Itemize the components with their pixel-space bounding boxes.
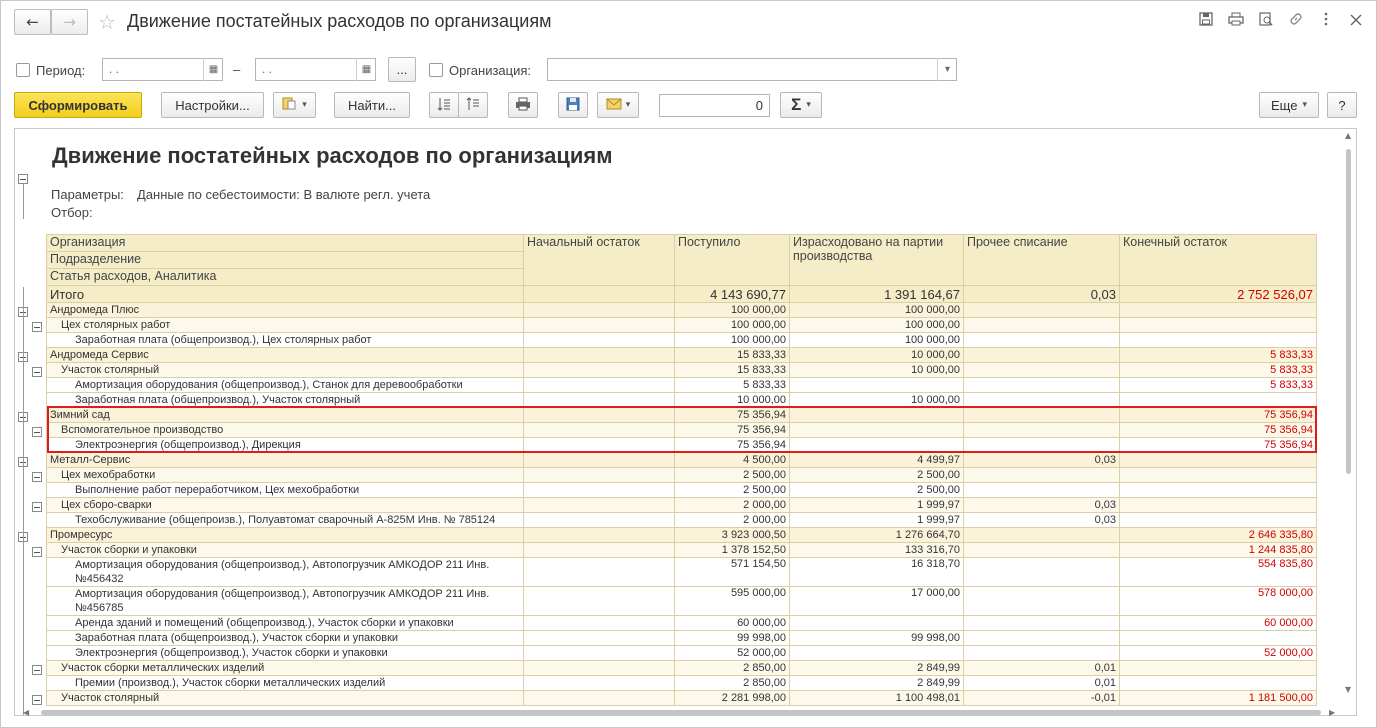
cell-other	[964, 543, 1120, 558]
cell-end: 5 833,33	[1120, 378, 1317, 393]
cell-start	[524, 631, 675, 646]
table-row	[47, 303, 1317, 318]
table-row	[47, 333, 1317, 348]
cell-start	[524, 543, 675, 558]
collapse-groups-button[interactable]	[458, 92, 488, 118]
organization-label: Организация:	[449, 63, 532, 78]
cell-used: 4 499,97	[790, 453, 964, 468]
cell-in: 15 833,33	[675, 363, 790, 378]
collapse-dept-icon[interactable]	[32, 695, 42, 705]
preview-icon[interactable]	[1255, 12, 1277, 30]
header-used: Израсходовано на партии производства	[790, 235, 964, 286]
report-variants-icon	[282, 96, 298, 114]
table-row	[47, 483, 1317, 498]
chevron-down-icon: ▾	[302, 100, 307, 110]
cell-other	[964, 646, 1120, 661]
header-end-balance: Конечный остаток	[1120, 235, 1317, 286]
period-label: Период:	[36, 63, 86, 78]
cell-used: 100 000,00	[790, 318, 964, 333]
cell-in: 2 000,00	[675, 498, 790, 513]
total-row	[47, 286, 1317, 303]
arrow-right-icon: →	[63, 13, 76, 31]
cell-other: 0,01	[964, 661, 1120, 676]
vertical-scroll-thumb[interactable]	[1346, 149, 1351, 474]
generate-label: Сформировать	[28, 97, 128, 113]
row-label: Участок сборки металлических изделий	[47, 661, 524, 676]
row-label: Амортизация оборудования (общепроизвод.), Автопогрузчик АМКОДОР 211 Инв. №456432	[47, 558, 524, 587]
row-label: Заработная плата (общепроизвод.), Участок столярный	[47, 393, 524, 408]
collapse-header-icon[interactable]	[18, 174, 28, 184]
cell-other	[964, 348, 1120, 363]
cell-in: 60 000,00	[675, 616, 790, 631]
cell-end	[1120, 333, 1317, 348]
help-label: ?	[1338, 97, 1346, 113]
collapse-dept-icon[interactable]	[32, 665, 42, 675]
cell-other	[964, 333, 1120, 348]
row-label: Амортизация оборудования (общепроизвод.), Автопогрузчик АМКОДОР 211 Инв. №456785	[47, 587, 524, 616]
scroll-up-icon[interactable]: ▲	[1345, 131, 1352, 140]
row-label: Промресурс	[47, 528, 524, 543]
print-icon[interactable]	[1225, 12, 1247, 30]
collapse-dept-icon[interactable]	[32, 367, 42, 377]
total-start	[524, 286, 675, 303]
more-button[interactable]	[1259, 92, 1319, 118]
sum-value: 0	[755, 98, 763, 113]
row-label: Цех столярных работ	[47, 318, 524, 333]
total-label: Итого	[47, 286, 524, 303]
cell-in: 4 500,00	[675, 453, 790, 468]
table-row	[47, 453, 1317, 468]
cell-other	[964, 616, 1120, 631]
calendar-icon[interactable]: ▦	[356, 58, 376, 81]
highlight-box	[47, 406, 1317, 453]
envelope-icon	[606, 98, 622, 113]
cell-used: 1 100 498,01	[790, 691, 964, 706]
table-row	[47, 348, 1317, 363]
sum-button[interactable]	[780, 92, 822, 118]
table-row	[47, 378, 1317, 393]
cell-end: 5 833,33	[1120, 363, 1317, 378]
cell-start	[524, 661, 675, 676]
cell-used: 100 000,00	[790, 333, 964, 348]
cell-other: -0,01	[964, 691, 1120, 706]
print-button[interactable]	[508, 92, 538, 118]
row-label: Электроэнергия (общепроизвод.), Участок сборки и упаковки	[47, 646, 524, 661]
cell-start	[524, 558, 675, 587]
row-label: Участок сборки и упаковки	[47, 543, 524, 558]
cell-start	[524, 616, 675, 631]
cell-other	[964, 587, 1120, 616]
window-title: Движение постатейных расходов по организациям	[127, 11, 552, 31]
cell-other	[964, 483, 1120, 498]
filter-label: Отбор:	[51, 205, 93, 220]
cell-end	[1120, 453, 1317, 468]
cell-end	[1120, 483, 1317, 498]
table-row	[47, 676, 1317, 691]
cell-other	[964, 631, 1120, 646]
cell-end	[1120, 661, 1317, 676]
cell-in: 1 378 152,50	[675, 543, 790, 558]
forward-button[interactable]	[51, 9, 88, 35]
cell-in: 100 000,00	[675, 318, 790, 333]
row-label: Амортизация оборудования (общепроизвод.), Станок для деревообработки	[47, 378, 524, 393]
chevron-down-icon: ▾	[625, 100, 631, 110]
link-icon[interactable]	[1285, 12, 1307, 30]
chevron-down-icon: ▾	[806, 100, 811, 110]
cell-start	[524, 453, 675, 468]
total-other: 0,03	[964, 286, 1120, 303]
cell-used	[790, 646, 964, 661]
vertical-scrollbar[interactable]	[1342, 129, 1356, 715]
table-row	[47, 498, 1317, 513]
cell-used: 99 998,00	[790, 631, 964, 646]
organization-checkbox[interactable]	[429, 63, 443, 77]
cell-other	[964, 468, 1120, 483]
table-row	[47, 631, 1317, 646]
cell-end: 578 000,00	[1120, 587, 1317, 616]
row-label: Аренда зданий и помещений (общепроизвод.), Участок сборки и упаковки	[47, 616, 524, 631]
save-icon[interactable]	[1195, 12, 1217, 30]
floppy-icon	[566, 97, 580, 114]
total-used: 1 391 164,67	[790, 286, 964, 303]
table-row	[47, 528, 1317, 543]
cell-used: 2 849,99	[790, 676, 964, 691]
cell-start	[524, 348, 675, 363]
cell-used: 1 999,97	[790, 498, 964, 513]
row-label: Заработная плата (общепроизвод.), Участок сборки и упаковки	[47, 631, 524, 646]
print-icon	[515, 97, 531, 114]
date-from-field[interactable]	[102, 58, 223, 81]
table-row	[47, 363, 1317, 378]
cell-other	[964, 558, 1120, 587]
date-to-field[interactable]	[255, 58, 376, 81]
cell-start	[524, 646, 675, 661]
cell-used: 1 276 664,70	[790, 528, 964, 543]
cell-used: 100 000,00	[790, 303, 964, 318]
cell-in: 100 000,00	[675, 333, 790, 348]
row-label: Вспомогательное производство	[47, 423, 524, 438]
row-label: Техобслуживание (общепроизв.), Полуавтомат сварочный А-825М Инв. № 785124	[47, 513, 524, 528]
row-label: Цех мехобработки	[47, 468, 524, 483]
cell-end	[1120, 676, 1317, 691]
cell-other: 0,01	[964, 676, 1120, 691]
cell-in: 571 154,50	[675, 558, 790, 587]
cell-end	[1120, 631, 1317, 646]
cell-other	[964, 318, 1120, 333]
row-label: Премии (производ.), Участок сборки металлических изделий	[47, 676, 524, 691]
cell-used: 10 000,00	[790, 363, 964, 378]
back-button[interactable]	[14, 9, 51, 35]
header-organization: Организация	[47, 235, 524, 252]
total-in: 4 143 690,77	[675, 286, 790, 303]
date-to-value: . .	[262, 62, 273, 76]
cell-used: 2 849,99	[790, 661, 964, 676]
cell-used	[790, 378, 964, 393]
cell-start	[524, 691, 675, 706]
tree-line	[23, 287, 24, 717]
table-row	[47, 558, 1317, 587]
cell-in: 3 923 000,50	[675, 528, 790, 543]
cell-end: 554 835,80	[1120, 558, 1317, 587]
cell-in: 75 356,94	[675, 423, 790, 438]
collapse-dept-icon[interactable]	[32, 322, 42, 332]
cell-other: 0,03	[964, 453, 1120, 468]
cell-in: 75 356,94	[675, 438, 790, 453]
collapse-dept-icon[interactable]	[32, 502, 42, 512]
cell-start	[524, 498, 675, 513]
table-row	[47, 318, 1317, 333]
header-row	[47, 235, 1317, 252]
table-row	[47, 468, 1317, 483]
header-department: Подразделение	[47, 252, 524, 269]
select-period-label: ...	[396, 62, 408, 77]
row-label: Андромеда Сервис	[47, 348, 524, 363]
cell-end: 5 833,33	[1120, 348, 1317, 363]
scroll-right-icon[interactable]: ▶	[1329, 708, 1336, 717]
scroll-left-icon[interactable]: ◀	[23, 708, 30, 717]
find-button[interactable]	[334, 92, 410, 118]
period-dash: –	[233, 62, 241, 77]
row-label: Цех сборо-сварки	[47, 498, 524, 513]
cell-in: 2 850,00	[675, 676, 790, 691]
cell-used: 17 000,00	[790, 587, 964, 616]
cell-in: 15 833,33	[675, 348, 790, 363]
settings-label: Настройки...	[175, 97, 250, 113]
cell-end	[1120, 468, 1317, 483]
cell-other: 0,03	[964, 513, 1120, 528]
cell-end: 1 244 835,80	[1120, 543, 1317, 558]
report-table	[46, 234, 1317, 706]
sigma-icon: Σ	[791, 95, 802, 114]
calendar-icon[interactable]: ▦	[203, 58, 223, 81]
arrow-left-icon: ←	[26, 13, 39, 31]
row-label: Андромеда Плюс	[47, 303, 524, 318]
cell-end	[1120, 498, 1317, 513]
find-label: Найти...	[348, 97, 396, 113]
row-label: Зимний сад	[47, 408, 524, 423]
cell-in: 100 000,00	[675, 303, 790, 318]
row-label: Заработная плата (общепроизвод.), Цех столярных работ	[47, 333, 524, 348]
table-row	[47, 691, 1317, 706]
dropdown-arrow-icon[interactable]: ▾	[937, 58, 957, 81]
cell-used: 2 500,00	[790, 483, 964, 498]
scroll-down-icon[interactable]: ▼	[1345, 685, 1352, 694]
cell-used: 16 318,70	[790, 558, 964, 587]
cell-end: 52 000,00	[1120, 646, 1317, 661]
collapse-dept-icon[interactable]	[32, 472, 42, 482]
collapse-groups-icon	[466, 97, 480, 114]
chevron-down-icon: ▾	[1302, 100, 1307, 110]
cell-end: 2 646 335,80	[1120, 528, 1317, 543]
more-label: Еще	[1271, 97, 1298, 113]
cell-used: 10 000,00	[790, 348, 964, 363]
row-label: Металл-Сервис	[47, 453, 524, 468]
cell-in: 2 000,00	[675, 513, 790, 528]
organization-field[interactable]	[547, 58, 957, 81]
cell-start	[524, 528, 675, 543]
header-expense-item: Статья расходов, Аналитика	[47, 269, 524, 286]
generate-button[interactable]	[14, 92, 142, 118]
params-label: Параметры:	[51, 187, 124, 202]
cell-other: 0,03	[964, 498, 1120, 513]
cell-start	[524, 378, 675, 393]
cell-other	[964, 528, 1120, 543]
select-period-button[interactable]	[388, 57, 416, 82]
row-label: Выполнение работ переработчиком, Цех мехобработки	[47, 483, 524, 498]
cell-in: 99 998,00	[675, 631, 790, 646]
more-vertical-icon[interactable]	[1315, 12, 1337, 30]
help-button[interactable]	[1327, 92, 1357, 118]
date-from-value: . .	[109, 62, 120, 76]
horizontal-scroll-thumb[interactable]	[41, 710, 1321, 715]
cell-start	[524, 333, 675, 348]
table-row	[47, 543, 1317, 558]
expand-groups-icon	[437, 97, 451, 114]
save-button[interactable]	[558, 92, 588, 118]
params-value: Данные по себестоимости: В валюте регл. учета	[137, 187, 431, 202]
cell-end	[1120, 513, 1317, 528]
cell-other	[964, 303, 1120, 318]
table-row	[47, 513, 1317, 528]
header-received: Поступило	[675, 235, 790, 286]
row-label: Участок столярный	[47, 363, 524, 378]
cell-used	[790, 616, 964, 631]
cell-in: 2 500,00	[675, 483, 790, 498]
row-label: Электроэнергия (общепроизвод.), Дирекция	[47, 438, 524, 453]
cell-end	[1120, 318, 1317, 333]
cell-end	[1120, 303, 1317, 318]
cell-end: 75 356,94	[1120, 438, 1317, 453]
cell-used: 2 500,00	[790, 468, 964, 483]
cell-in: 2 281 998,00	[675, 691, 790, 706]
send-email-button[interactable]	[597, 92, 639, 118]
header-start-balance: Начальный остаток	[524, 235, 675, 286]
table-row	[47, 616, 1317, 631]
horizontal-scrollbar[interactable]	[21, 707, 1341, 719]
cell-used: 133 316,70	[790, 543, 964, 558]
cell-end: 75 356,94	[1120, 423, 1317, 438]
header-other: Прочее списание	[964, 235, 1120, 286]
cell-start	[524, 318, 675, 333]
cell-in: 2 500,00	[675, 468, 790, 483]
row-label: Участок столярный	[47, 691, 524, 706]
table-row	[47, 587, 1317, 616]
cell-end: 1 181 500,00	[1120, 691, 1317, 706]
cell-used: 1 999,97	[790, 513, 964, 528]
report-title: Движение постатейных расходов по организациям	[52, 143, 613, 168]
cell-other	[964, 363, 1120, 378]
collapse-dept-icon[interactable]	[32, 547, 42, 557]
cell-end: 60 000,00	[1120, 616, 1317, 631]
cell-in: 52 000,00	[675, 646, 790, 661]
table-row	[47, 661, 1317, 676]
cell-in: 75 356,94	[675, 408, 790, 423]
expand-groups-button[interactable]	[429, 92, 459, 118]
cell-in: 595 000,00	[675, 587, 790, 616]
cell-in: 5 833,33	[675, 378, 790, 393]
cell-start	[524, 513, 675, 528]
settings-button[interactable]	[161, 92, 264, 118]
cell-used: 10 000,00	[790, 393, 964, 408]
sum-field[interactable]	[659, 94, 770, 117]
cell-start	[524, 676, 675, 691]
cell-start	[524, 587, 675, 616]
variants-button[interactable]	[273, 92, 316, 118]
close-icon[interactable]	[1345, 12, 1367, 30]
period-checkbox[interactable]	[16, 63, 30, 77]
favorite-star-icon[interactable]: ☆	[98, 10, 116, 34]
collapse-dept-icon[interactable]	[32, 427, 42, 437]
cell-in: 10 000,00	[675, 393, 790, 408]
cell-start	[524, 303, 675, 318]
total-end: 2 752 526,07	[1120, 286, 1317, 303]
cell-in: 2 850,00	[675, 661, 790, 676]
cell-start	[524, 363, 675, 378]
cell-other	[964, 378, 1120, 393]
cell-start	[524, 483, 675, 498]
cell-end: 75 356,94	[1120, 408, 1317, 423]
report-spreadsheet[interactable]	[14, 128, 1357, 716]
cell-start	[524, 468, 675, 483]
table-row	[47, 646, 1317, 661]
